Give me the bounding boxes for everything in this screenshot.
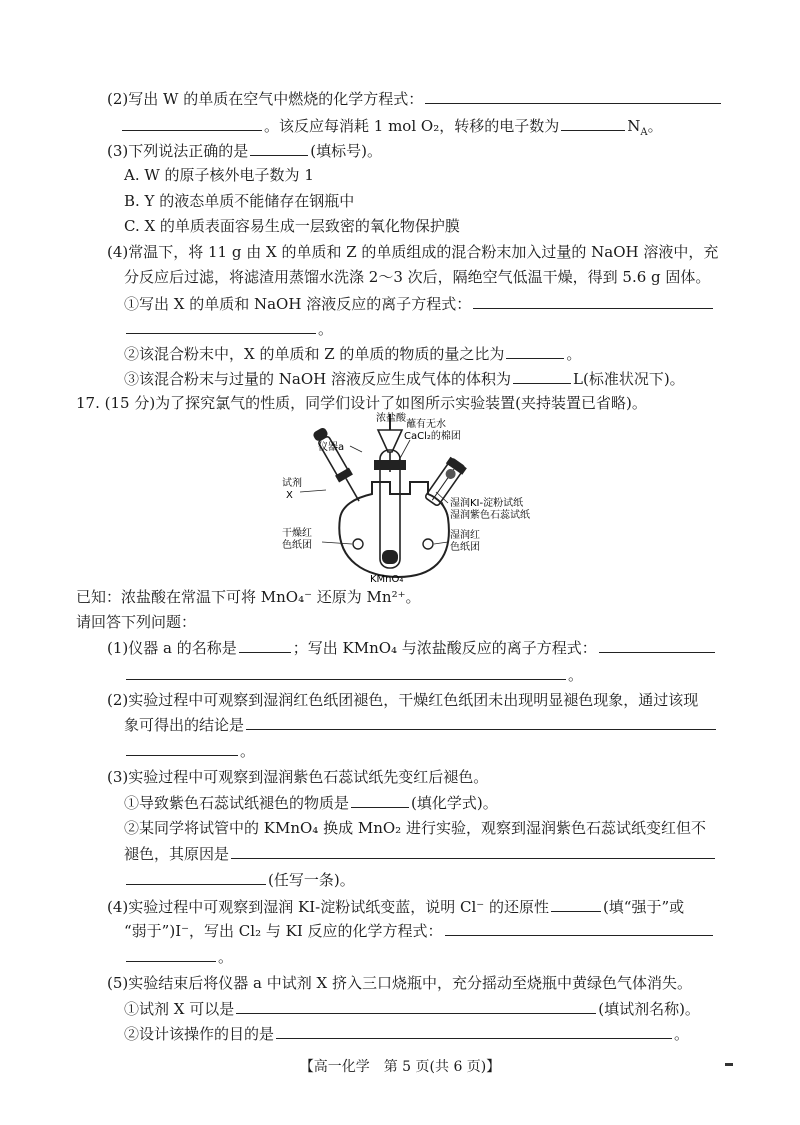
answer-blank[interactable] bbox=[445, 920, 713, 936]
q17-part3-1-tail: (填化学式)。 bbox=[411, 794, 498, 812]
q17-part5-1-tail: (填试剂名称)。 bbox=[598, 1000, 700, 1018]
label-ki-paper: 湿润KI-淀粉试纸 bbox=[450, 498, 524, 509]
q16-part4-2 bbox=[124, 343, 581, 364]
period: 。 bbox=[240, 742, 256, 760]
answer-blank[interactable] bbox=[122, 115, 262, 131]
q17-part3: (3)实验过程中可观察到湿润紫色石蕊试纸先变红后褪色。 bbox=[107, 768, 489, 786]
dry-red-paper-ball bbox=[353, 539, 363, 549]
q17-part3-2-line1: ②某同学将试管中的 KMnO₄ 换成 MnO₂ 进行实验，观察到湿润紫色石蕊试纸变红但不 bbox=[124, 819, 706, 837]
answer-blank[interactable] bbox=[239, 637, 291, 653]
label-dry-red-1: 干燥红 bbox=[282, 528, 312, 539]
period: 。 bbox=[674, 1025, 690, 1043]
q16-part4-1 bbox=[124, 293, 715, 314]
q16-part4-1-cont bbox=[124, 318, 333, 339]
answer-blank[interactable] bbox=[276, 1023, 672, 1039]
kmno4-solid bbox=[382, 550, 398, 564]
label-instrument-a: 仪器a bbox=[318, 442, 345, 453]
q16-part4-2-text: ②该混合粉末中，X 的单质和 Z 的单质的物质的量之比为 bbox=[124, 345, 505, 363]
answer-blank[interactable] bbox=[599, 637, 715, 653]
q16-part2-electron-text: 。该反应每消耗 1 mol O₂，转移的电子数为 bbox=[264, 117, 560, 135]
q17-part5-1-text: ①试剂 X 可以是 bbox=[124, 1000, 235, 1018]
q16-part4-1-text: ①写出 X 的单质和 NaOH 溶液反应的离子方程式： bbox=[124, 295, 472, 313]
q17-part1 bbox=[107, 637, 717, 658]
period: 。 bbox=[568, 666, 584, 684]
page-footer: 【高一化学 第 5 页(共 6 页)】 bbox=[299, 1059, 501, 1075]
answer-blank[interactable] bbox=[351, 792, 409, 808]
q17-part1-mid: ；写出 KMnO₄ 与浓盐酸反应的离子方程式： bbox=[292, 639, 597, 657]
q16-part3 bbox=[107, 140, 382, 161]
answer-blank[interactable] bbox=[473, 293, 713, 309]
hcl-funnel bbox=[378, 430, 402, 452]
answer-blank[interactable] bbox=[126, 946, 216, 962]
avogadro-symbol: N bbox=[627, 117, 641, 135]
answer-blank[interactable] bbox=[513, 368, 571, 384]
q16-part2-line2 bbox=[120, 115, 663, 143]
q16-option-b: B. Y 的液态单质不能储存在钢瓶中 bbox=[124, 192, 355, 210]
period: 。 bbox=[566, 345, 582, 363]
q17-part4-cont bbox=[124, 946, 233, 967]
answer-blank[interactable] bbox=[250, 140, 308, 156]
label-conc-hcl: 浓盐酸 bbox=[376, 413, 406, 424]
period: 。 bbox=[647, 117, 663, 135]
q17-part2-line2 bbox=[124, 714, 718, 735]
answer-blank[interactable] bbox=[236, 998, 596, 1014]
label-reagent-1: 试剂 bbox=[282, 478, 302, 489]
answer-blank[interactable] bbox=[231, 843, 715, 859]
q17-part1-text: (1)仪器 a 的名称是 bbox=[107, 639, 237, 657]
label-cacl2-2: CaCl₂的棉团 bbox=[404, 431, 461, 442]
answer-blank[interactable] bbox=[551, 896, 601, 912]
corner-mark bbox=[725, 1063, 733, 1066]
q16-part3-text: (3)下列说法正确的是 bbox=[107, 142, 249, 160]
answer-blank[interactable] bbox=[126, 740, 238, 756]
period: 。 bbox=[218, 948, 234, 966]
label-reagent-2: X bbox=[286, 490, 293, 501]
q17-part2-cont bbox=[124, 740, 255, 761]
q16-part4-line2: 分反应后过滤，将滤渣用蒸馏水洗涤 2～3 次后，隔绝空气低温干燥，得到 5.6 g 固体。 bbox=[124, 268, 711, 286]
q16-part2-text: (2)写出 W 的单质在空气中燃烧的化学方程式： bbox=[107, 90, 424, 108]
q17-ask: 请回答下列问题： bbox=[76, 613, 197, 631]
answer-blank[interactable] bbox=[561, 115, 625, 131]
q17-part4-line2 bbox=[124, 920, 715, 941]
q17-part5-2 bbox=[124, 1023, 689, 1044]
q17-part1-cont bbox=[124, 664, 583, 685]
q16-option-c: C. X 的单质表面容易生成一层致密的氧化物保护膜 bbox=[124, 217, 460, 235]
q16-part4-3 bbox=[124, 368, 685, 389]
label-litmus-paper: 湿润紫色石蕊试纸 bbox=[450, 510, 530, 521]
q17-part3-2-text: 褪色，其原因是 bbox=[124, 845, 230, 863]
q16-option-a: A. W 的原子核外电子数为 1 bbox=[124, 166, 314, 184]
answer-blank[interactable] bbox=[425, 88, 721, 104]
avogadro-subscript: A bbox=[640, 127, 648, 138]
answer-blank[interactable] bbox=[126, 664, 566, 680]
q17-part3-2-line2 bbox=[124, 843, 717, 864]
label-wet-red-2: 色纸团 bbox=[450, 542, 480, 553]
label-dry-red-2: 色纸团 bbox=[282, 540, 312, 551]
answer-blank[interactable] bbox=[126, 869, 266, 885]
apparatus-diagram bbox=[278, 412, 538, 584]
q16-part4-3-tail: L(标准状况下)。 bbox=[573, 370, 685, 388]
q17-part5-2-text: ②设计该操作的目的是 bbox=[124, 1025, 275, 1043]
label-cacl2-1: 蘸有无水 bbox=[406, 419, 446, 430]
q17-part5: (5)实验结束后将仪器 a 中试剂 X 挤入三口烧瓶中，充分摇动至烧瓶中黄绿色气体消失。 bbox=[107, 974, 692, 992]
q17-part2-line1: (2)实验过程中可观察到湿润红色纸团褪色，干燥红色纸团未出现明显褪色现象，通过该现 bbox=[107, 691, 699, 709]
q17-part3-1 bbox=[124, 792, 498, 813]
q16-part3-tail: (填标号)。 bbox=[310, 142, 382, 160]
q17-part4-line1 bbox=[107, 896, 684, 917]
label-wet-red-1: 湿润红 bbox=[450, 530, 480, 541]
q16-part4-3-text: ③该混合粉末与过量的 NaOH 溶液反应生成气体的体积为 bbox=[124, 370, 511, 388]
label-kmno4: KMnO₄ bbox=[370, 574, 404, 584]
q17-part4-text: (4)实验过程中可观察到湿润 KI-淀粉试纸变蓝，说明 Cl⁻ 的还原性 bbox=[107, 898, 549, 916]
answer-blank[interactable] bbox=[506, 343, 564, 359]
wet-red-paper-ball bbox=[423, 539, 433, 549]
q17-part4-tail: (填“强于”或 bbox=[602, 898, 685, 916]
q16-part2-line1 bbox=[107, 88, 723, 109]
q16-part4-line1: (4)常温下，将 11 g 由 X 的单质和 Z 的单质组成的混合粉末加入过量的 NaOH 溶液中，充 bbox=[107, 243, 719, 261]
q17-part3-1-text: ①导致紫色石蕊试纸褪色的物质是 bbox=[124, 794, 350, 812]
q17-part4-line2-text: “弱于”)I⁻，写出 Cl₂ 与 KI 反应的化学方程式： bbox=[124, 922, 443, 940]
q17-known: 已知：浓盐酸在常温下可将 MnO₄⁻ 还原为 Mn²⁺。 bbox=[76, 588, 421, 606]
answer-blank[interactable] bbox=[246, 714, 716, 730]
q17-part3-2-tail: (任写一条)。 bbox=[268, 871, 355, 889]
instrument-a bbox=[311, 426, 366, 505]
q17-part5-1 bbox=[124, 998, 700, 1019]
q17-part2-text: 象可得出的结论是 bbox=[124, 716, 245, 734]
q17-intro: 17. (15 分)为了探究氯气的性质，同学们设计了如图所示实验装置(夹持装置已省略)。 bbox=[76, 394, 647, 412]
q17-part3-2-cont bbox=[124, 869, 355, 890]
period: 。 bbox=[318, 320, 334, 338]
answer-blank[interactable] bbox=[126, 318, 316, 334]
